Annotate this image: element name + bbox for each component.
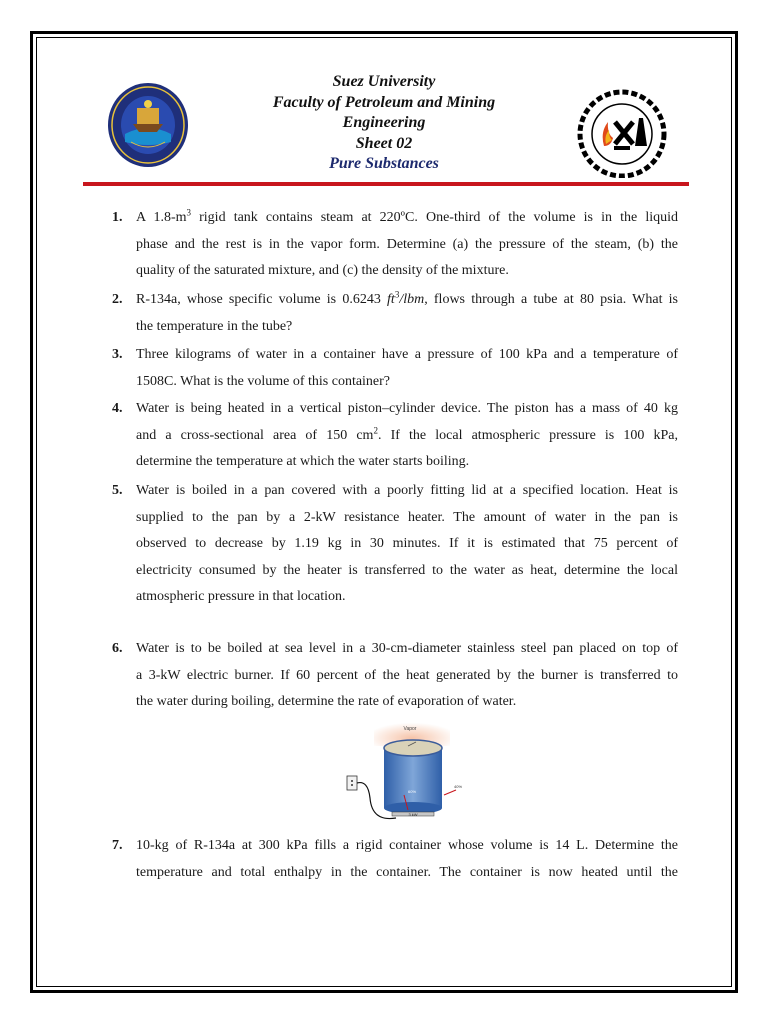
superscript: 3 (394, 289, 400, 300)
problem-text: . If the local atmospheric pressure is 100 kPa, (377, 427, 678, 443)
heat-to-water-label: 60% (408, 789, 417, 794)
problem-text: atmospheric pressure in that location. (136, 589, 346, 604)
problem-number: 5. (112, 483, 123, 498)
problem-4 (112, 396, 678, 476)
superscript: 2 (373, 424, 378, 435)
problem-text: supplied to the pan by a 2-kW resistance heater. The amount of water in the pan is (136, 509, 678, 525)
problem-text: the water during boiling, determine the rate of evaporation of water. (136, 694, 517, 709)
problem-text: the temperature in the tube? (136, 318, 293, 334)
unit: /lbm (399, 292, 425, 307)
problem-text: electricity consumed by the heater is transferred to the water as heat, determine the local (136, 562, 678, 578)
problem-number: 7. (112, 838, 123, 853)
university-name: Suez University (332, 73, 436, 90)
faculty-name-line-2: Engineering (342, 114, 426, 131)
problem-text: and a cross-sectional area of 150 cm (136, 427, 374, 443)
burner-label: 3 kW (408, 812, 418, 817)
problem-1 (112, 205, 678, 285)
problem-text: R-134a, whose specific volume is 0.6243 (136, 292, 388, 307)
problem-text: determine the temperature at which the water starts boiling. (136, 454, 470, 469)
vapor-label: Vapor (403, 726, 417, 732)
problem-number: 2. (112, 292, 123, 307)
problem-text: 1508C. What is the volume of this container? (136, 373, 391, 389)
problem-text: Three kilograms of water in a container have a pressure of 100 kPa and a temperature of (136, 347, 678, 362)
problem-number: 6. (112, 641, 123, 656)
problem-text: 10-kg of R-134a at 300 kPa fills a rigid container whose volume is 14 L. Determine the (136, 838, 678, 853)
heat-lost-label: 40% (454, 784, 463, 789)
header-rule (83, 182, 689, 186)
problem-text: a 3-kW electric burner. If 60 percent of the heat generated by the burner is transferred to (136, 667, 678, 683)
problem-text: , flows through a tube at 80 psia. What is (424, 292, 678, 307)
problem-number: 4. (112, 401, 123, 416)
problem-7 (112, 833, 678, 886)
problem-5 (112, 478, 678, 611)
problem-text: Water is boiled in a pan covered with a poorly fitting lid at a specified location. Heat is (136, 483, 678, 498)
problem-text: Water is to be boiled at sea level in a 30-cm-diameter stainless steel pan placed on top of (136, 641, 678, 656)
sheet-number: Sheet 02 (355, 134, 413, 152)
problem-text: A 1.8-m (136, 210, 187, 225)
superscript: 3 (186, 207, 192, 218)
document-header (0, 72, 768, 175)
problem-text: quality of the saturated mixture, and (c) the density of the mixture. (136, 263, 509, 278)
problem-number: 1. (112, 210, 123, 225)
problem-number: 3. (112, 347, 123, 362)
problem-3 (112, 342, 678, 395)
problem-2 (112, 287, 678, 340)
problem-6 (112, 636, 678, 716)
problem-text: observed to decrease by 1.19 kg in 30 minutes. If it is estimated that 75 percent of (136, 536, 678, 551)
unit: ft (387, 292, 395, 307)
faculty-name-line-1: Faculty of Petroleum and Mining (272, 93, 496, 111)
sheet-topic: Pure Substances (329, 155, 439, 172)
boiling-pan-figure (344, 720, 470, 830)
problem-text: Water is being heated in a vertical piston–cylinder device. The piston has a mass of 40 kg (136, 401, 678, 416)
problem-text: temperature and total enthalpy in the container. The container is now heated until the (136, 864, 678, 880)
problem-text: rigid tank contains steam at 220ºC. One-third of the volume is in the liquid (191, 210, 679, 225)
problem-text: phase and the rest is in the vapor form. Determine (a) the pressure of the steam, (b) the (136, 236, 678, 252)
